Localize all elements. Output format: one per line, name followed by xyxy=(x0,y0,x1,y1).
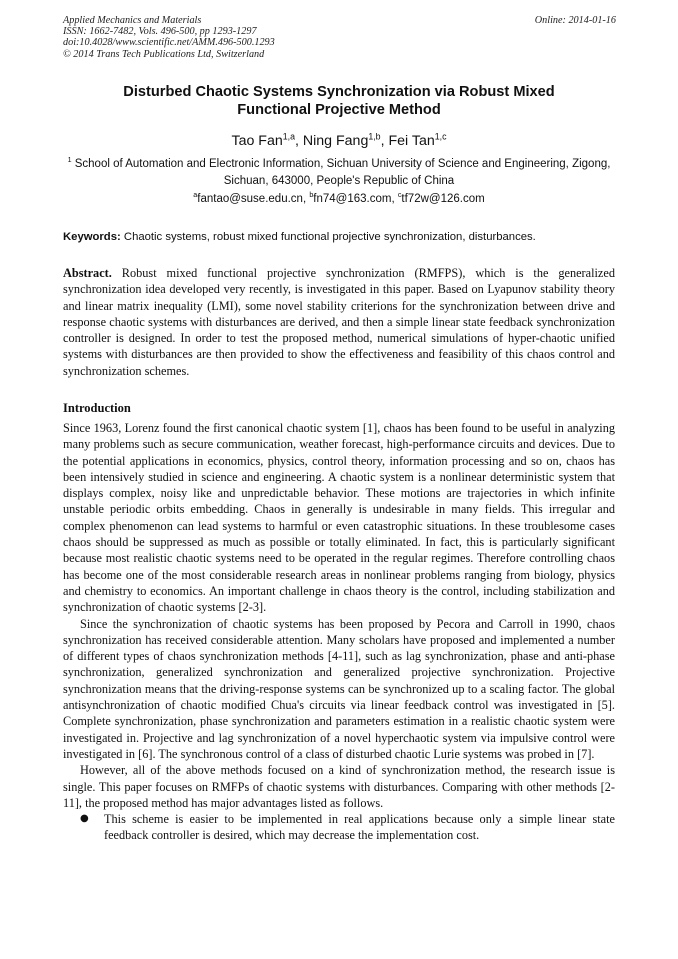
keywords xyxy=(63,230,615,245)
abstract-text: Robust mixed functional projective synchronization (RMFPS), which is the generalized synchronization idea developed very recently, is investigated in this paper. Based on Lyapunov stability theory and linear matrix inequality (LMI), some novel stability criterions for the synchronization between drive and response chaotic systems with disturbances are derived, and then a simple linear state feedback synchronization controller is designed. In order to test the proposed method, numerical simulations of hyper-chaotic unified systems with disturbances are then provided to show the effectiveness and feasibility of this chaos control and synchronization schemes. xyxy=(63,266,616,378)
author-sup: 1,c xyxy=(434,131,447,142)
email-sup: a xyxy=(193,191,198,200)
intro-paragraph-1: Since 1963, Lorenz found the first canonical chaotic system [1], chaos has been found to be useful in analyzing many problems such as secure communication, weather forecast, high-performance circuits and devices. Due to the potential applications in economics, physics, control theory, information processing and so on, chaos has been intensively studied in science and engineering. A chaotic system is a nonlinear deterministic system that displays complex, noisy like and unpredictable behavior. These motions are trajectories in which infinite unstable periodic orbits embedding. Chaos in generally is undesirable in many fields. This irregular and complex phenomenon can lead systems to harmful or even catastrophic situations. In these troublesome cases chaos should be suppressed as much as possible or totally eliminated. In fact, this is particularly significant because most realistic chaotic systems need to be operated in the regular regimes. Therefore controlling chaos has become one of the most considerable research areas in nonlinear problems ranging from biology, physics and chemistry to economics. An important challenge in chaos theory is the control, including stabilization and synchronization of chaotic systems [2-3]. xyxy=(63,421,615,615)
author-name: Ning Fang xyxy=(302,133,369,149)
affiliation-text: School of Automation and Electronic Information, Sichuan University of Science and Engineering, Zigong, Sichuan, 643000, People's Republic of China xyxy=(74,158,611,187)
email-sup: c xyxy=(397,191,402,200)
journal-name: Applied Mechanics and Materials xyxy=(63,15,202,26)
author-list: Tao Fan$^{1,a}$, Ning Fang$^{1,b}$, Fei Tan$^{1,c}$ xyxy=(231,131,447,149)
affiliation-sup: 1 xyxy=(67,156,72,165)
issn-line: ISSN: 1662-7482, Vols. 496-500, pp 1293-1297 xyxy=(63,26,257,38)
email-list: $^a$fantao@suse.edu.cn, $^b$fn74@163.com, $^c$tf72w@126.com xyxy=(193,191,485,205)
keywords-text: Chaotic systems, robust mixed functional projective synchronization, disturbances. xyxy=(123,231,536,243)
email-address[interactable]: fn74@163.com xyxy=(313,193,392,205)
author-sup: 1,a xyxy=(282,131,295,142)
bullet-item xyxy=(63,811,615,844)
paper-title xyxy=(70,83,608,119)
journal-header xyxy=(63,15,275,60)
author-name: Tao Fan xyxy=(231,133,283,149)
email-address[interactable]: tf72w@126.com xyxy=(401,193,485,205)
section-heading-introduction: Introduction xyxy=(63,401,131,415)
email-address[interactable]: fantao@suse.edu.cn xyxy=(197,193,303,205)
abstract-label: Abstract. xyxy=(63,266,112,280)
bullet-text: This scheme is easier to be implemented in real applications because only a simple linear state feedback controller is desired, which may decrease the implementation cost. xyxy=(104,812,615,843)
abstract xyxy=(63,265,615,379)
email-sup: b xyxy=(309,191,314,200)
online-date: Online: 2014-01-16 xyxy=(534,15,616,26)
intro-paragraph-2: Since the synchronization of chaotic systems has been proposed by Pecora and Carroll in 1990, chaos synchronization has received considerable attention. Many scholars have proposed and implemented a number of different types of chaos synchronization methods [4-11], such as lag synchronization, phase and anti-phase synchronization, generalized synchronization and generalized projective synchronization. Projective synchronization means that the driving-response systems can be synchronized up to a scaling factor. The global antisynchronization of chaotic modified Chua's circuits via linear feedback control was investigated in [5]. Complete synchronization, phase synchronization and parameters estimation in a realistic chaotic system were investigated in. Projective and lag synchronization of a novel hyperchaotic system via impulsive control were investigated in [6]. The synchronous control of a class of disturbed chaotic Lurie systems was probed in [7]. xyxy=(63,616,615,761)
author-name: Fei Tan xyxy=(388,133,435,149)
keywords-label: Keywords: xyxy=(63,231,121,243)
intro-paragraph-3: However, all of the above methods focused on a kind of synchronization method, the research issue is single. This paper focuses on RMFPs of chaotic systems with disturbances. Comparing with other methods [2-11], the proposed method has major advantages listed as follows. xyxy=(63,763,615,810)
copyright-line: © 2014 Trans Tech Publications Ltd, Switzerland xyxy=(63,48,265,60)
affiliation xyxy=(63,156,615,189)
doi-line: doi:10.4028/www.scientific.net/AMM.496-500.1293 xyxy=(63,37,275,49)
title-line-2: Functional Projective Method xyxy=(237,102,441,118)
bullet-icon: ● xyxy=(80,813,89,825)
title-line-1: Disturbed Chaotic Systems Synchronization via Robust Mixed xyxy=(123,84,555,100)
author-sup: 1,b xyxy=(368,131,381,142)
introduction-body xyxy=(63,420,615,844)
